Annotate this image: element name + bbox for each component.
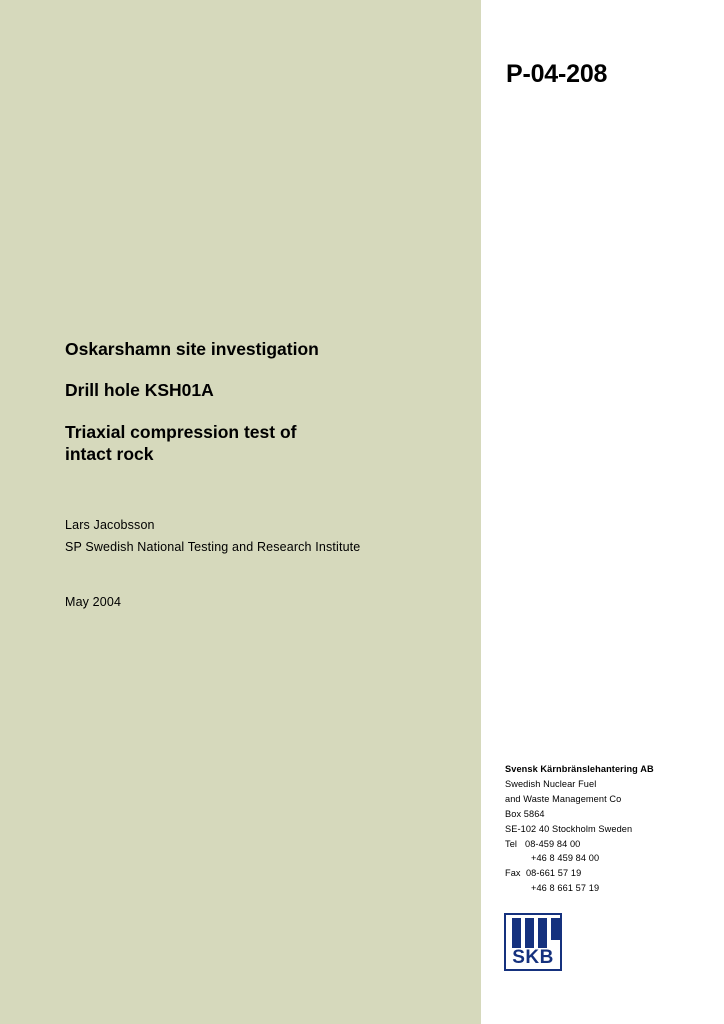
skb-logo [504,913,562,971]
tel-number-local: 08-459 84 00 [525,838,581,849]
publication-date: May 2004 [65,595,122,609]
author-block [65,515,465,558]
publisher-telephone-intl: +46 8 459 84 00 [531,853,600,864]
fax-number-local: 08-661 57 19 [525,868,582,879]
title-test-type-part2: intact rock [65,444,154,465]
publisher-city: SE-102 40 Stockholm Sweden [505,823,633,834]
publisher-box: Box 5864 [505,808,545,819]
title-block [65,338,465,466]
report-number: P-04-208 [506,60,608,88]
title-test-type-part1: Triaxial compression test of [65,421,297,442]
author-affiliation: SP Swedish National Testing and Research Institute [65,539,361,554]
publisher-organization: Svensk Kärnbränslehantering AB [505,764,654,774]
author-name: Lars Jacobsson [65,518,155,532]
title-line-site-investigation: Oskarshamn site investigation [65,339,319,359]
skb-logo-text: SKB [512,947,554,968]
title-line-drill-hole: Drill hole KSH01A [65,380,214,401]
publisher-fax [505,866,705,881]
publisher-telephone [505,837,705,852]
title-line-test-type [65,421,465,466]
fax-label: Fax [505,868,521,879]
publisher-line-2: Swedish Nuclear Fuel [505,778,597,789]
publisher-address-block [505,762,705,896]
publisher-line-3: and Waste Management Co [505,793,622,804]
publisher-fax-intl: +46 8 661 57 19 [531,883,600,894]
tel-label: Tel [505,838,518,849]
